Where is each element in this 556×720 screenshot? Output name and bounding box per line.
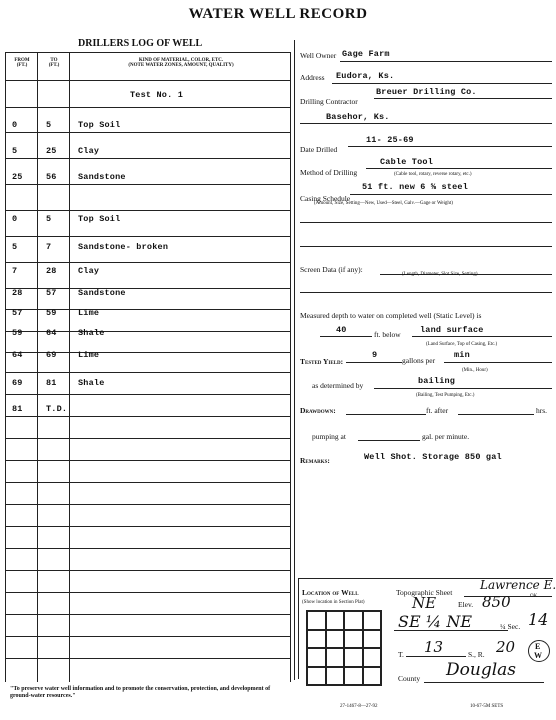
log-row-rule	[5, 372, 290, 373]
casing-label: Casing Schedule	[300, 194, 351, 203]
log-to-cell: 28	[46, 266, 57, 276]
log-to-cell: 5	[46, 214, 52, 224]
location-heading: Location of Well	[302, 588, 359, 597]
log-to-cell: 64	[46, 328, 57, 338]
owner-label: Well Owner	[300, 51, 337, 60]
depth-label: Measured depth to water on completed well (Static Level) is	[300, 311, 482, 320]
log-to-cell: 59	[46, 308, 57, 318]
method-label: Method of Drilling	[300, 168, 358, 177]
log-from-cell: 28	[12, 288, 23, 298]
drawdown-ft-after: ft. after	[426, 406, 449, 415]
log-row-rule	[5, 416, 290, 417]
casing-hint: (Amount, Size, Setting—New, Used—Steel, Galv.—Gage or Weight)	[314, 201, 453, 206]
footnote: "To preserve water well information and to promote the conservation, protection, and development of ground-water resources."	[10, 686, 271, 699]
corner-value: NE	[412, 594, 437, 612]
topo-label: Topographic Sheet	[396, 588, 453, 597]
log-material-cell: Lime	[78, 350, 100, 360]
log-material-cell: Sandstone	[78, 288, 126, 298]
log-from-cell: 57	[12, 308, 23, 318]
log-material-cell: Clay	[78, 266, 100, 276]
log-from-cell: 0	[12, 120, 18, 130]
col-from-header: FROM (FT.)	[14, 58, 30, 68]
log-to-cell: 25	[46, 146, 57, 156]
log-from-cell: 7	[12, 266, 18, 276]
ew-indicator	[528, 640, 550, 662]
log-row-rule	[5, 592, 290, 593]
drawdown-label: Drawdown:	[300, 406, 336, 415]
col-material-header: KIND OF MATERIAL, COLOR, ETC. (NOTE WATER ZONES, AMOUNT, QUALITY)	[128, 58, 234, 68]
document-title: WATER WELL RECORD	[188, 6, 368, 22]
contractor-address: Basehor, Ks.	[326, 112, 390, 122]
section-plat	[306, 610, 382, 686]
log-from-cell: 25	[12, 172, 23, 182]
depth-unit: ft. below	[374, 330, 401, 339]
yield-hint: (Min., Hour)	[462, 368, 488, 373]
log-from-cell: 81	[12, 404, 23, 414]
county-label: County	[398, 674, 421, 683]
pumping-unit: gal. per minute.	[422, 432, 470, 441]
depth-hint: (Land Surface, Top of Casing, Etc.)	[426, 342, 498, 347]
drawdown-hrs: hrs.	[536, 406, 548, 415]
depth-ref: land surface	[420, 325, 484, 335]
log-material-cell: Top Soil	[78, 214, 121, 224]
log-to-cell: 57	[46, 288, 57, 298]
yield-unit: gallons per	[402, 356, 436, 365]
log-material-cell: Sandstone	[78, 172, 126, 182]
ew-e: E	[535, 642, 541, 651]
log-from-cell: 69	[12, 378, 23, 388]
county-value: Douglas	[446, 660, 516, 680]
yield-per: min	[454, 350, 470, 360]
elev-label: Elev.	[458, 600, 474, 609]
log-row-rule	[5, 210, 290, 211]
log-to-cell: 5	[46, 120, 52, 130]
log-material-cell: Sandstone- broken	[78, 242, 169, 252]
owner-value: Gage Farm	[342, 49, 390, 59]
contractor-value: Breuer Drilling Co.	[376, 87, 477, 97]
log-material-cell: Shale	[78, 378, 105, 388]
log-to-cell: 56	[46, 172, 57, 182]
s-label: S., R.	[468, 650, 485, 659]
log-row-rule	[5, 658, 290, 659]
elev-value: 850	[482, 593, 511, 611]
screen-label: Screen Data (if any):	[300, 265, 363, 274]
determined-label: as determined by	[312, 381, 364, 390]
log-row-rule	[5, 614, 290, 615]
log-row-rule	[5, 526, 290, 527]
method-hint: (Cable tool, rotary, reverse rotary, etc.)	[394, 172, 472, 177]
log-row-rule	[5, 158, 290, 159]
log-row-rule	[5, 438, 290, 439]
log-from-cell: 0	[12, 214, 18, 224]
r-value: 20	[496, 638, 516, 656]
log-row-rule	[5, 262, 290, 263]
determined-value: bailing	[418, 376, 456, 386]
remarks-label: Remarks:	[300, 456, 330, 465]
log-row-rule	[5, 548, 290, 549]
determined-hint: (Bailing, Test Pumping, Etc.)	[416, 393, 475, 398]
log-from-cell: 5	[12, 146, 18, 156]
log-to-cell: 81	[46, 378, 57, 388]
log-to-cell: T.D.	[46, 404, 68, 414]
depth-value: 40	[336, 325, 347, 335]
print-code: 10-67-5M SETS	[470, 704, 504, 709]
test-number: Test No. 1	[130, 90, 184, 100]
log-row-rule	[5, 482, 290, 483]
elev-note: OK	[530, 594, 538, 599]
panel-divider	[294, 40, 295, 680]
log-material-cell: Clay	[78, 146, 100, 156]
address-label: Address	[300, 73, 325, 82]
log-row-rule	[5, 132, 290, 133]
screen-hint: (Length, Diameter, Slot Size, Setting)	[402, 272, 478, 277]
log-row-rule	[5, 460, 290, 461]
t-value: 13	[424, 638, 444, 656]
quarter-label: ¼ Sec.	[500, 622, 521, 631]
yield-value: 9	[372, 350, 378, 360]
log-row-rule	[5, 394, 290, 395]
contractor-label: Drilling Contractor	[300, 97, 358, 106]
ew-w: W	[534, 651, 542, 660]
yield-label: Tested Yield:	[300, 357, 344, 366]
log-from-cell: 5	[12, 242, 18, 252]
log-material-cell: Top Soil	[78, 120, 121, 130]
t-label: T.	[398, 650, 404, 659]
log-row-rule	[5, 107, 290, 108]
date-drilled-label: Date Drilled	[300, 145, 338, 154]
remarks-value: Well Shot. Storage 850 gal	[364, 452, 502, 462]
log-to-cell: 7	[46, 242, 52, 252]
topo-value: Lawrence E.	[480, 578, 556, 592]
casing-value: 51 ft. new 6 ⅝ steel	[362, 182, 469, 192]
col-to-header: TO (FT.)	[48, 58, 60, 68]
method-value: Cable Tool	[380, 157, 434, 167]
quarter-value: SE ¼ NE	[398, 612, 472, 631]
address-value: Eudora, Ks.	[336, 71, 395, 81]
form-number: 27-1467-8—27-92	[340, 704, 378, 709]
log-material-cell: Lime	[78, 308, 100, 318]
pumping-label: pumping at	[312, 432, 346, 441]
log-to-cell: 69	[46, 350, 57, 360]
log-heading: DRILLERS LOG OF WELL	[78, 38, 203, 49]
log-row-rule	[5, 236, 290, 237]
log-row-rule	[5, 504, 290, 505]
sec-value: 14	[528, 610, 549, 629]
date-drilled-value: 11- 25-69	[366, 135, 414, 145]
log-row-rule	[5, 636, 290, 637]
log-from-cell: 64	[12, 350, 23, 360]
log-row-rule	[5, 184, 290, 185]
log-material-cell: Shale	[78, 328, 105, 338]
log-from-cell: 59	[12, 328, 23, 338]
log-row-rule	[5, 570, 290, 571]
location-show: (Show location in Section Plat)	[302, 600, 365, 605]
